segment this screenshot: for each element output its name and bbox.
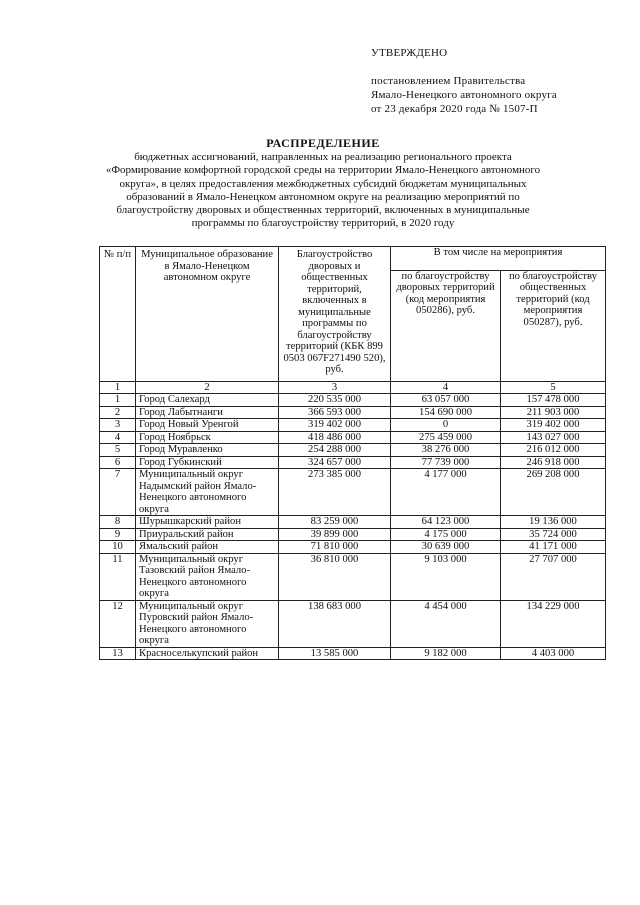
row-number: 4 — [100, 431, 136, 444]
municipality-name: Муниципальный округ Пуровский район Ямало-Ненецкого автономного округа — [136, 600, 279, 647]
table-row — [100, 528, 606, 541]
column-number: 4 — [391, 381, 501, 394]
table-row — [100, 600, 606, 647]
row-number: 5 — [100, 444, 136, 457]
yards-value: 0 — [391, 419, 501, 432]
approval-heading: УТВЕРЖДЕНО — [371, 47, 448, 59]
column-numbers-row — [100, 381, 606, 394]
column-number: 3 — [279, 381, 391, 394]
row-number: 2 — [100, 406, 136, 419]
title-line: бюджетных ассигнований, направленных на реализацию регионального проекта — [134, 151, 512, 164]
public-value: 143 027 000 — [501, 431, 606, 444]
municipality-name: Город Новый Уренгой — [136, 419, 279, 432]
title-line: благоустройству дворовых и общественных территорий, включенных в муниципальные — [116, 204, 530, 217]
public-value: 157 478 000 — [501, 394, 606, 407]
table-row — [100, 469, 606, 516]
table-row — [100, 419, 606, 432]
title-line: округа», в целях предоставления межбюджетных субсидий бюджетам муниципальных — [119, 177, 527, 190]
public-value: 4 403 000 — [501, 647, 606, 660]
public-value: 319 402 000 — [501, 419, 606, 432]
municipality-name: Город Губкинский — [136, 456, 279, 469]
table-row — [100, 406, 606, 419]
yards-value: 4 175 000 — [391, 528, 501, 541]
yards-value: 4 454 000 — [391, 600, 501, 647]
total-value: 71 810 000 — [279, 541, 391, 554]
municipality-name: Город Лабытнанги — [136, 406, 279, 419]
table-header-row — [100, 247, 606, 271]
municipality-name: Красноселькупский район — [136, 647, 279, 660]
row-number: 10 — [100, 541, 136, 554]
total-value: 366 593 000 — [279, 406, 391, 419]
yards-value: 275 459 000 — [391, 431, 501, 444]
total-value: 418 486 000 — [279, 431, 391, 444]
column-number: 5 — [501, 381, 606, 394]
yards-value: 154 690 000 — [391, 406, 501, 419]
municipality-name: Город Ноябрьск — [136, 431, 279, 444]
table-row — [100, 553, 606, 600]
row-number: 1 — [100, 394, 136, 407]
public-value: 134 229 000 — [501, 600, 606, 647]
row-number: 13 — [100, 647, 136, 660]
municipality-name: Муниципальный округ Надымский район Ямало-Ненецкого автономного округа — [136, 469, 279, 516]
header-public: по благоустройству общественных территорий (код мероприятия 050287), руб. — [501, 270, 606, 381]
approval-line: от 23 декабря 2020 года № 1507-П — [371, 103, 538, 115]
total-value: 13 585 000 — [279, 647, 391, 660]
header-total: Благоустройство дворовых и общественных территорий, включенных в муниципальные программы по благоустройству территорий (КБК 899 0503 067F271490 520), руб. — [279, 247, 391, 382]
yards-value: 9 103 000 — [391, 553, 501, 600]
row-number: 8 — [100, 516, 136, 529]
table-row — [100, 541, 606, 554]
row-number: 12 — [100, 600, 136, 647]
title-line: «Формирование комфортной городской среды на территории Ямало-Ненецкого автономного — [105, 164, 541, 177]
table-row — [100, 456, 606, 469]
row-number: 9 — [100, 528, 136, 541]
yards-value: 63 057 000 — [391, 394, 501, 407]
public-value: 216 012 000 — [501, 444, 606, 457]
total-value: 220 535 000 — [279, 394, 391, 407]
header-yards: по благоустройству дворовых территорий (код мероприятия 050286), руб. — [391, 270, 501, 381]
approval-line: Ямало-Ненецкого автономного округа — [371, 89, 557, 101]
yards-value: 64 123 000 — [391, 516, 501, 529]
title-line: программы по благоустройству территорий, в 2020 году — [191, 217, 455, 230]
header-num: № п/п — [100, 247, 136, 382]
yards-value: 38 276 000 — [391, 444, 501, 457]
public-value: 211 903 000 — [501, 406, 606, 419]
yards-value: 9 182 000 — [391, 647, 501, 660]
total-value: 83 259 000 — [279, 516, 391, 529]
header-including: В том числе на мероприятия — [391, 247, 606, 271]
municipality-name: Приуральский район — [136, 528, 279, 541]
municipality-name: Муниципальный округ Тазовский район Ямало-Ненецкого автономного округа — [136, 553, 279, 600]
municipality-name: Шурышкарский район — [136, 516, 279, 529]
public-value: 27 707 000 — [501, 553, 606, 600]
column-number: 2 — [136, 381, 279, 394]
total-value: 319 402 000 — [279, 419, 391, 432]
document-title — [92, 137, 554, 230]
total-value: 138 683 000 — [279, 600, 391, 647]
total-value: 36 810 000 — [279, 553, 391, 600]
public-value: 35 724 000 — [501, 528, 606, 541]
total-value: 324 657 000 — [279, 456, 391, 469]
title-line: образований в Ямало-Ненецком автономном округе на реализацию мероприятий по — [126, 190, 520, 203]
total-value: 39 899 000 — [279, 528, 391, 541]
yards-value: 30 639 000 — [391, 541, 501, 554]
public-value: 269 208 000 — [501, 469, 606, 516]
public-value: 246 918 000 — [501, 456, 606, 469]
municipality-name: Город Муравленко — [136, 444, 279, 457]
yards-value: 77 739 000 — [391, 456, 501, 469]
row-number: 3 — [100, 419, 136, 432]
row-number: 11 — [100, 553, 136, 600]
total-value: 273 385 000 — [279, 469, 391, 516]
table-row — [100, 444, 606, 457]
table-row — [100, 516, 606, 529]
approval-line: постановлением Правительства — [371, 75, 526, 87]
total-value: 254 288 000 — [279, 444, 391, 457]
header-municipality: Муниципальное образование в Ямало-Ненецком автономном округе — [136, 247, 279, 382]
row-number: 6 — [100, 456, 136, 469]
table-row — [100, 647, 606, 660]
column-number: 1 — [100, 381, 136, 394]
distribution-table — [99, 246, 606, 660]
municipality-name: Ямальский район — [136, 541, 279, 554]
table-row — [100, 431, 606, 444]
title-main: РАСПРЕДЕЛЕНИЕ — [266, 136, 380, 150]
public-value: 41 171 000 — [501, 541, 606, 554]
table-row — [100, 394, 606, 407]
yards-value: 4 177 000 — [391, 469, 501, 516]
municipality-name: Город Салехард — [136, 394, 279, 407]
public-value: 19 136 000 — [501, 516, 606, 529]
row-number: 7 — [100, 469, 136, 516]
approval-stamp — [371, 46, 557, 116]
